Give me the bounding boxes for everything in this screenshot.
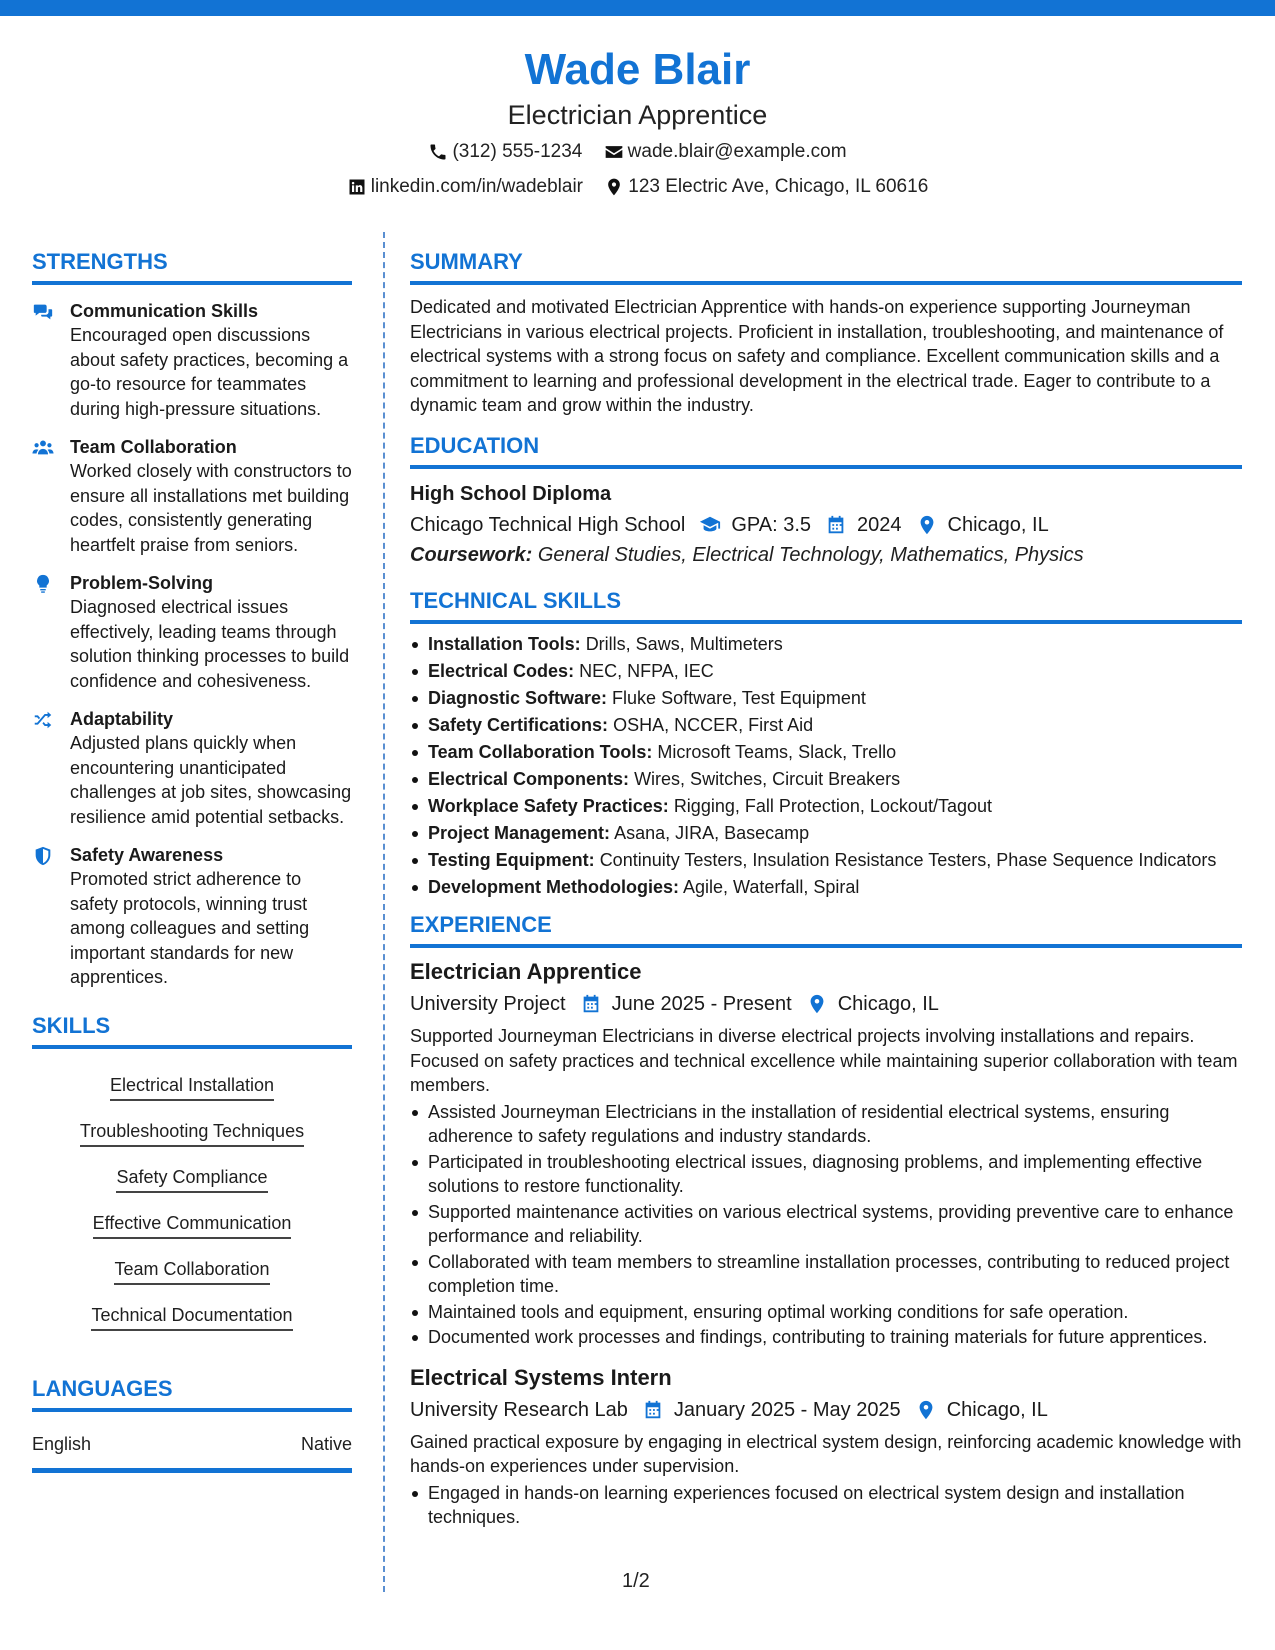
shield-icon [32,845,54,867]
linkedin-text[interactable]: linkedin.com/in/wadeblair [370,176,583,197]
skill-item: Electrical Installation [110,1067,274,1101]
tech-skill-label: Electrical Components: [428,768,630,789]
tech-skill-label: Project Management: [428,822,611,843]
strength-title: Problem-Solving [70,573,214,593]
languages-heading: LANGUAGES [32,1375,352,1412]
strength-desc: Diagnosed electrical issues effectively, leading teams through solution thinking processes to build confidence and cohesiveness. [70,597,350,691]
list-item [410,740,1242,765]
tech-skill-value: Rigging, Fall Protection, Lockout/Tagout [673,795,992,816]
list-item [410,767,1242,792]
phone-icon [428,142,448,162]
tech-skill-value: Asana, JIRA, Basecamp [614,822,810,843]
strength-title: Safety Awareness [70,845,224,865]
address-item [604,175,928,199]
list-item [410,713,1242,738]
page-number: 1/2 [622,1570,650,1592]
tech-skill-label: Diagnostic Software: [428,687,608,708]
skill-item: Troubleshooting Techniques [80,1113,304,1147]
strength-item [32,435,352,557]
skill-item: Technical Documentation [91,1297,292,1331]
envelope-icon [604,142,624,162]
list-item [410,848,1242,873]
tech-skill-label: Team Collaboration Tools: [428,741,653,762]
contact-line-1 [0,140,1275,169]
language-level: Native [300,1433,352,1454]
map-marker-icon [915,1399,937,1421]
top-accent-bar [0,0,1275,16]
strength-desc: Worked closely with constructors to ensure all installations met building codes, consistently generating heartfelt praise from seniors. [70,461,352,555]
list-item: Engaged in hands-on learning experiences focused on electrical system design and installation techniques. [410,1481,1242,1530]
coursework-list: General Studies, Electrical Technology, Mathematics, Physics [537,543,1084,566]
tech-skill-value: Fluke Software, Test Equipment [612,687,866,708]
experience-entry [410,958,1242,1350]
tech-skill-value: Continuity Testers, Insulation Resistance Testers, Phase Sequence Indicators [599,849,1217,870]
tech-skill-value: Agile, Waterfall, Spiral [683,876,860,897]
education-year-item [825,511,902,539]
education-gpa-item [699,511,811,539]
strength-desc: Adjusted plans quickly when encountering unanticipated challenges at job sites, showcasing resilience amid potential setbacks. [70,733,352,827]
linkedin-icon [347,177,367,197]
tech-skill-value: Microsoft Teams, Slack, Trello [657,741,897,762]
tech-skill-label: Installation Tools: [428,633,581,654]
list-item: Maintained tools and equipment, ensuring optimal working conditions for safe operation. [410,1300,1242,1325]
job-dates: June 2025 - Present [611,993,792,1015]
job-location-item [806,990,939,1018]
strength-item [32,843,352,990]
tech-skill-label: Electrical Codes: [428,660,575,681]
email-text[interactable]: wade.blair@example.com [627,141,847,162]
education-year: 2024 [857,513,902,536]
job-org-item [410,990,566,1018]
email-item[interactable] [604,140,847,164]
tech-skill-label: Safety Certifications: [428,714,609,735]
address-text: 123 Electric Ave, Chicago, IL 60616 [628,176,929,197]
phone-item [428,140,582,164]
tech-skill-value: NEC, NFPA, IEC [579,660,714,681]
map-marker-icon [806,993,828,1015]
job-dates: January 2025 - May 2025 [673,1398,901,1421]
users-icon [32,437,54,459]
job-org-item [410,1396,628,1424]
list-item: Documented work processes and findings, contributing to training materials for future apprentices. [410,1325,1242,1350]
technical-skills-list [410,632,1242,900]
list-item: Supported maintenance activities on various electrical systems, providing preventive care to enhance performance and reliability. [410,1200,1242,1249]
education-gpa: GPA: 3.5 [731,513,812,536]
strength-desc: Promoted strict adherence to safety protocols, winning trust among colleagues and setting important standards for new apprentices. [70,869,310,987]
job-location: Chicago, IL [946,1398,1048,1421]
skill-item: Effective Communication [93,1205,292,1239]
list-item: Participated in troubleshooting electrical issues, diagnosing problems, and implementing effective solutions to restore functionality. [410,1150,1242,1199]
skill-item: Safety Compliance [116,1159,267,1193]
right-column [410,248,1242,1531]
education-location-item [916,511,1049,539]
skills-list [32,1059,352,1335]
list-item [410,794,1242,819]
education-degree: High School Diploma [410,482,612,505]
resume-header [0,44,1275,204]
job-dates-item [642,1396,901,1424]
shuffle-icon [32,709,54,731]
tech-skill-label: Workplace Safety Practices: [428,795,669,816]
graduation-cap-icon [699,514,721,536]
column-divider [383,232,385,1592]
coursework-label: Coursework: [410,543,533,566]
job-meta [410,990,1242,1018]
list-item: Assisted Journeyman Electricians in the installation of residential electrical systems, ensuring adherence to safety regulations and industry standards. [410,1100,1242,1149]
job-title: Electrical Systems Intern [410,1364,672,1390]
summary-heading: SUMMARY [410,248,1242,285]
list-item [410,632,1242,657]
education-heading: EDUCATION [410,432,1242,469]
education-meta [410,511,1242,539]
education-school-item [410,511,685,539]
job-org: University Research Lab [410,1398,628,1421]
strength-title: Team Collaboration [70,437,237,457]
tech-skill-label: Development Methodologies: [428,876,680,897]
list-item [410,659,1242,684]
job-location: Chicago, IL [837,993,939,1015]
education-school: Chicago Technical High School [410,513,686,536]
map-marker-icon [604,177,624,197]
job-bullets [410,1481,1242,1530]
technical-skills-heading: TECHNICAL SKILLS [410,587,1242,624]
education-coursework [410,541,1242,569]
calendar-icon [580,993,602,1015]
strength-title: Adaptability [70,709,174,729]
job-dates-item [580,990,792,1018]
list-item [410,821,1242,846]
job-org: University Project [410,993,566,1015]
job-location-item [915,1396,1048,1424]
list-item: Collaborated with team members to streamline installation processes, contributing to reduced project completion time. [410,1250,1242,1299]
experience-entry [410,1364,1242,1530]
skill-item: Team Collaboration [114,1251,269,1285]
education-location: Chicago, IL [947,513,1049,536]
language-row [32,1432,352,1473]
job-title: Electrician Apprentice [410,959,642,984]
job-description: Supported Journeyman Electricians in diverse electrical projects involving installations and repairs. Focused on safety practices and technical excellence while maintaining superior collaboration with team members. [410,1026,1238,1095]
candidate-name: Wade Blair [524,45,751,94]
linkedin-item[interactable] [347,175,583,199]
strength-title: Communication Skills [70,301,259,321]
tech-skill-label: Testing Equipment: [428,849,595,870]
tech-skill-value: Drills, Saws, Multimeters [585,633,783,654]
tech-skill-value: Wires, Switches, Circuit Breakers [634,768,901,789]
list-item [410,686,1242,711]
left-column [32,248,352,1473]
strengths-heading: STRENGTHS [32,248,352,285]
language-name: English [32,1433,92,1454]
map-marker-icon [916,514,938,536]
job-description: Gained practical exposure by engaging in electrical system design, reinforcing academic knowledge with hands-on experiences under supervision. [410,1431,1242,1476]
list-item [410,875,1242,900]
strength-item [32,299,352,421]
job-bullets [410,1100,1242,1350]
strength-item [32,571,352,693]
job-meta [410,1396,1242,1424]
strength-desc: Encouraged open discussions about safety practices, becoming a go-to resource for teammates during high-pressure situations. [70,325,349,419]
experience-heading: EXPERIENCE [410,911,1242,948]
lightbulb-icon [32,573,54,595]
calendar-icon [642,1399,664,1421]
summary-text: Dedicated and motivated Electrician Apprentice with hands-on experience supporting Journeyman Electricians in various electrical projects. Proficient in installation, troubleshooting, and maintenance of electrical systems with a strong focus on safety and compliance. Excellent communication skills and a commitment to learning and professional development in the electrical trade. Eager to contribute to a dynamic team and grow within the industry. [410,297,1224,415]
candidate-role: Electrician Apprentice [507,100,768,130]
phone-text: (312) 555-1234 [452,141,583,162]
tech-skill-value: OSHA, NCCER, First Aid [613,714,814,735]
strength-item [32,707,352,829]
comments-icon [32,301,54,323]
calendar-icon [825,514,847,536]
contact-line-2 [0,175,1275,204]
skills-heading: SKILLS [32,1012,352,1049]
